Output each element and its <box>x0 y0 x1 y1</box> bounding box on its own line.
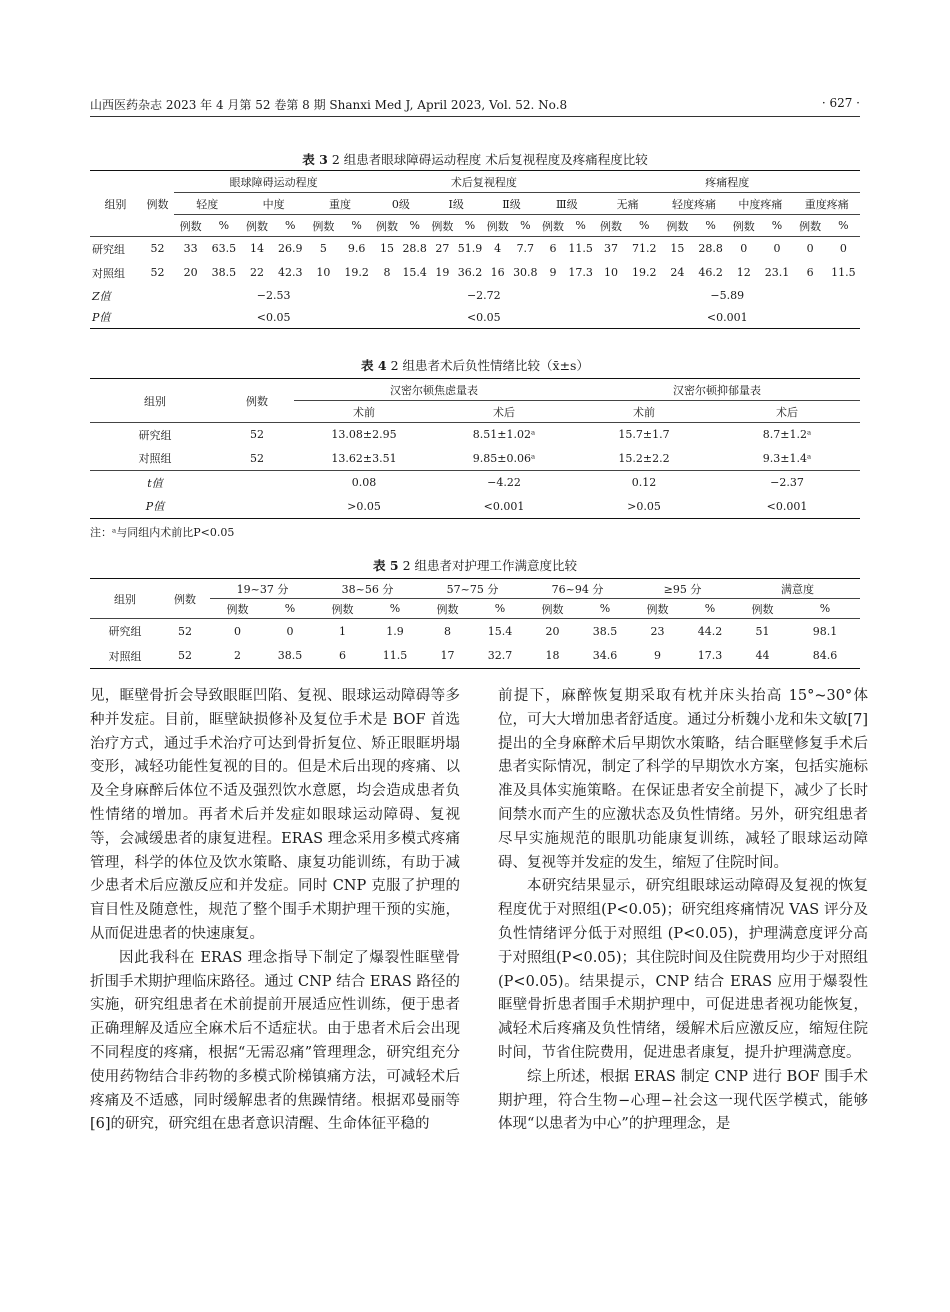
t3-cell: 14 <box>240 237 273 261</box>
t3-cell: 15 <box>661 237 694 261</box>
table-row <box>90 285 860 307</box>
t3-cell: 9.6 <box>340 237 373 261</box>
table5-caption <box>90 556 860 574</box>
t3-n-header: 例数 <box>600 219 623 233</box>
running-header <box>90 96 860 117</box>
t4-cell: <0.001 <box>766 499 808 513</box>
t4-row-group: 对照组 <box>138 452 172 466</box>
t3-subcol-header: 0级 <box>373 193 428 215</box>
t5-cell: 44.2 <box>685 619 735 644</box>
t4-cell: >0.05 <box>347 499 381 513</box>
t5-cell: 23 <box>630 619 685 644</box>
t5-n-header: 例数 <box>646 602 669 616</box>
t3-pct-header: % <box>285 219 296 232</box>
t3-cell: 22 <box>250 266 265 279</box>
t3-n-header: 例数 <box>541 219 564 233</box>
body-column-left <box>90 685 460 1137</box>
t3-subcol-header: Ⅰ级 <box>429 193 484 215</box>
t3-p-label: P值 <box>92 311 111 325</box>
t4-cell: 13.62±3.51 <box>331 451 397 465</box>
t3-subcol-header: 无痛 <box>594 193 660 215</box>
t3-cell: 11.5 <box>567 237 595 261</box>
table4-note: 注：ᵃ与同组内术前比P<0.05 <box>90 526 235 539</box>
t4-cell: 8.7±1.2ᵃ <box>714 423 860 447</box>
table3-caption <box>90 150 860 168</box>
t5-row-group: 对照组 <box>108 649 142 663</box>
t3-section-header: 眼球障碍运动程度 <box>174 171 373 193</box>
t3-z-label: Z值 <box>92 289 111 303</box>
t5-range-header: 19~37 分 <box>210 579 315 599</box>
t3-z-value: −2.53 <box>256 289 291 302</box>
t4-cell: 9.85±0.06ᵃ <box>472 451 536 465</box>
t5-count-header: 例数 <box>174 592 196 606</box>
t3-cell: 20 <box>183 266 198 279</box>
journal-info: 山西医药杂志 2023 年 4 月第 52 卷第 8 期 Shanxi Med J, April 2023, Vol. 52. No.8 <box>90 98 568 112</box>
t3-p-value: <0.001 <box>706 310 748 324</box>
t5-cell: 51 <box>735 619 790 644</box>
t5-cell: 1 <box>315 619 370 644</box>
body-column-right <box>498 685 868 1137</box>
paragraph: 综上所述，根据 ERAS 制定 CNP 进行 BOF 围手术期护理，符合生物−心理−社会这一现代医学模式，能够体现“以患者为中心”的护理理念，是 <box>498 1068 868 1133</box>
t3-pct-header: % <box>218 219 230 232</box>
table-row <box>90 644 860 669</box>
t3-cell: 15 <box>373 237 401 261</box>
t3-cell: 28.8 <box>694 237 727 261</box>
page-number: · 627 · <box>821 96 860 110</box>
t5-pct-header: % <box>494 602 506 615</box>
t3-z-value: −2.72 <box>466 289 501 302</box>
t3-n-header: 例数 <box>732 219 755 233</box>
t3-pct-header: % <box>575 219 586 232</box>
t5-cell: 15.4 <box>475 619 525 644</box>
t3-cell: 6 <box>806 266 814 279</box>
t3-cell: 42.3 <box>277 266 303 279</box>
t5-cell: 98.1 <box>790 619 860 644</box>
t3-cell: 5 <box>307 237 340 261</box>
t4-row-count: 52 <box>220 423 294 447</box>
t5-n-header: 例数 <box>331 602 354 616</box>
t3-subcol-header: Ⅱ级 <box>484 193 539 215</box>
t4-subcol-header: 术后 <box>776 405 798 419</box>
t4-cell: <0.001 <box>483 499 525 513</box>
t3-pct-header: % <box>705 219 716 232</box>
t4-cell: 15.2±2.2 <box>618 451 670 465</box>
t3-pct-header: % <box>771 219 783 232</box>
t5-cell: 8 <box>420 619 475 644</box>
t3-pct-header: % <box>409 219 420 232</box>
table5-label: 表 5 <box>373 558 399 573</box>
t3-pct-header: % <box>464 219 476 232</box>
t3-cell: 27 <box>429 237 457 261</box>
t5-cell: 38.5 <box>580 619 630 644</box>
t3-n-header: 例数 <box>799 219 822 233</box>
t3-p-value: <0.05 <box>466 310 501 324</box>
t4-cell: 8.51±1.02ᵃ <box>434 423 574 447</box>
t3-section-header: 术后复视程度 <box>373 171 594 193</box>
t3-cell: 71.2 <box>628 237 661 261</box>
table-row <box>90 495 860 519</box>
t4-cell: 13.08±2.95 <box>294 423 434 447</box>
t3-section-header: 疼痛程度 <box>594 171 860 193</box>
t4-count-header: 例数 <box>246 394 268 408</box>
t3-cell: 4 <box>484 237 512 261</box>
table-row <box>90 307 860 329</box>
table4 <box>90 378 860 519</box>
t3-cell: 11.5 <box>831 266 856 279</box>
t5-cell: 1.9 <box>370 619 420 644</box>
paragraph: 本研究结果显示，研究组眼球运动障碍及复视的恢复程度优于对照组(P<0.05)；研究组疼痛情况 VAS 评分及负性情绪评分低于对照组 (P<0.05)，护理满意度评分高于对照组(P<0.05)；其住院时间及住院费用均少于对照组(P<0.05)。结果提示，CNP 结合 ERAS 应用于爆裂性眶壁骨折患者围手术期护理中，可促进患者视功能恢复，减轻术后疼痛及负性情绪，缓解术后应激反应，缩短住院时间，节省住院费用，促进患者康复，提升护理满意度。 <box>498 878 869 1061</box>
t4-cell: −4.22 <box>434 471 574 495</box>
t4-row-count <box>220 471 294 495</box>
t3-cell: 19 <box>435 266 450 279</box>
t3-group-header: 组别 <box>104 197 127 211</box>
table5 <box>90 578 860 669</box>
t5-cell: 6 <box>339 649 346 663</box>
t4-cell: >0.05 <box>627 499 661 513</box>
table4-label: 表 4 <box>361 358 387 373</box>
t5-n-header: 例数 <box>751 602 774 616</box>
table3-label: 表 3 <box>302 152 328 167</box>
t3-n-header: 例数 <box>486 219 509 233</box>
t4-row-group: t值 <box>90 471 220 495</box>
t3-cell: 10 <box>316 266 331 279</box>
empty-cell <box>141 307 174 329</box>
t3-z-value: −5.89 <box>710 289 745 302</box>
t3-pct-header: % <box>351 219 362 232</box>
t3-cell: 0 <box>727 237 760 261</box>
t3-cell: 23.1 <box>764 266 790 279</box>
t5-cell: 11.5 <box>382 649 408 663</box>
t3-row-count: 52 <box>141 237 174 261</box>
t4-scale-header: 汉密尔顿抑郁量表 <box>574 379 860 401</box>
t4-row-count <box>220 495 294 519</box>
t5-cell: 20 <box>525 619 580 644</box>
t4-subcol-header: 术后 <box>493 405 515 419</box>
t3-cell: 19.2 <box>344 266 369 279</box>
t5-cell: 44 <box>755 649 770 663</box>
table-row <box>90 447 860 471</box>
t3-cell: 12 <box>736 266 751 279</box>
t3-cell: 26.9 <box>274 237 307 261</box>
t5-range-header: 76~94 分 <box>525 579 630 599</box>
t5-pct-header: % <box>389 602 401 615</box>
t5-range-header: 38~56 分 <box>315 579 420 599</box>
t5-cell: 84.6 <box>812 649 838 663</box>
t3-cell: 16 <box>490 266 505 279</box>
t3-subcol-header: 轻度 <box>174 193 240 215</box>
t3-subcol-header: 轻度疼痛 <box>661 193 727 215</box>
t3-row-count: 52 <box>150 266 165 279</box>
table-row <box>90 237 860 261</box>
t3-cell: 10 <box>604 266 619 279</box>
t5-group-header: 组别 <box>114 592 136 606</box>
t3-cell: 15.4 <box>402 266 427 279</box>
t3-cell: 0 <box>794 237 827 261</box>
t3-pct-header: % <box>639 219 650 232</box>
t5-n-header: 例数 <box>541 602 564 616</box>
t3-n-header: 例数 <box>312 219 335 233</box>
table3 <box>90 170 860 329</box>
t4-cell: 0.12 <box>574 471 714 495</box>
t3-p-value: <0.05 <box>256 310 291 324</box>
t4-cell: 9.3±1.4ᵃ <box>762 451 812 465</box>
t3-n-header: 例数 <box>246 219 269 233</box>
t5-row-count: 52 <box>178 649 192 663</box>
paragraph: 见，眶壁骨折会导致眼眶凹陷、复视、眼球运动障碍等多种并发症。目前，眶壁缺损修补及复位手术是 BOF 首选治疗方式，通过手术治疗可达到骨折复位、矫正眼眶坍塌变形，减轻功能性复视的目的。但是术后出现的疼痛、以及全身麻醉后体位不适及强烈饮水意愿，均会造成患者负性情绪的增加。再者术后并发症如眼球运动障碍、复视等，会减缓患者的康复进程。ERAS 理念采用多模式疼痛管理，科学的体位及饮水策略、康复功能训练，有助于减少患者术后应激反应和并发症。同时 CNP 克服了护理的盲目性及随意性，规范了整个围手术期护理干预的实施，从而促进患者的快速康复。 <box>90 688 460 942</box>
t4-cell: 0.08 <box>294 471 434 495</box>
t4-cell: 15.7±1.7 <box>574 423 714 447</box>
t5-pct-header: % <box>704 602 716 615</box>
t5-pct-header: % <box>284 602 296 615</box>
table5-title: 2 组患者对护理工作满意度比较 <box>402 558 577 573</box>
t5-cell: 34.6 <box>592 649 618 663</box>
t4-row-group: 研究组 <box>90 423 220 447</box>
t3-subcol-header: 中度 <box>240 193 306 215</box>
t3-cell: 17.3 <box>568 266 593 279</box>
table4-title: 2 组患者术后负性情绪比较（x̄±s） <box>390 358 589 373</box>
table-row <box>90 471 860 495</box>
t3-cell: 28.8 <box>401 237 429 261</box>
t5-cell: 18 <box>545 649 560 663</box>
t4-subcol-header: 术前 <box>353 405 375 419</box>
t4-scale-header: 汉密尔顿焦虑量表 <box>294 379 574 401</box>
t3-cell: 8 <box>383 266 391 279</box>
t5-cell: 2 <box>234 649 241 663</box>
t5-cell: 38.5 <box>277 649 303 663</box>
table4-caption <box>90 356 860 374</box>
empty-cell <box>141 285 174 307</box>
paragraph: 因此我科在 ERAS 理念指导下制定了爆裂性眶壁骨折围手术期护理临床路径。通过 CNP 结合 ERAS 路径的实施，研究组患者在术前提前开展适应性训练，便于患者正确理解及适应全麻术后不适症状。由于患者术后会出现不同程度的疼痛，根据“无需忍痛”管理理念，研究组充分使用药物结合非药物的多模式阶梯镇痛方法，可减轻术后疼痛及不适感，同时缓解患者的焦躁情绪。根据邓曼丽等[6]的研究，研究组在患者意识清醒、生命体征平稳的 <box>90 949 460 1133</box>
t3-cell: 46.2 <box>698 266 723 279</box>
t4-subcol-header: 术前 <box>633 405 655 419</box>
table-row <box>90 423 860 447</box>
t3-cell: 63.5 <box>207 237 240 261</box>
t5-row-group: 研究组 <box>90 619 160 644</box>
t4-row-count: 52 <box>250 451 264 465</box>
t3-cell: 24 <box>670 266 685 279</box>
t5-pct-header: % <box>599 602 611 615</box>
t3-pct-header: % <box>520 219 531 232</box>
t5-range-header: ≥95 分 <box>630 579 735 599</box>
t5-n-header: 例数 <box>436 602 459 616</box>
t3-subcol-header: 重度 <box>307 193 373 215</box>
t3-row-group: 对照组 <box>92 266 125 280</box>
t3-cell: 0 <box>827 237 860 261</box>
t5-range-header: 满意度 <box>735 579 860 599</box>
t5-pct-header: % <box>819 602 831 615</box>
t3-pct-header: % <box>838 219 849 232</box>
t3-subcol-header: Ⅲ级 <box>539 193 594 215</box>
t4-row-group: P值 <box>145 500 165 514</box>
t3-subcol-header: 重度疼痛 <box>794 193 860 215</box>
t4-cell: −2.37 <box>714 471 860 495</box>
t3-cell: 36.2 <box>457 266 483 279</box>
t3-cell: 19.2 <box>631 266 657 279</box>
t4-group-header: 组别 <box>144 394 166 408</box>
t5-range-header: 57~75 分 <box>420 579 525 599</box>
t3-n-header: 例数 <box>431 219 454 233</box>
t3-cell: 37 <box>594 237 627 261</box>
t5-cell: 17.3 <box>697 649 723 663</box>
t5-cell: 9 <box>654 649 661 663</box>
t5-cell: 17 <box>440 649 455 663</box>
t3-cell: 9 <box>549 266 557 279</box>
t5-cell: 0 <box>210 619 265 644</box>
t3-cell: 38.5 <box>211 266 237 279</box>
t3-count-header: 例数 <box>146 197 169 211</box>
t3-subcol-header: 中度疼痛 <box>727 193 793 215</box>
t3-cell: 30.8 <box>513 266 538 279</box>
t3-cell: 0 <box>760 237 793 261</box>
t3-n-header: 例数 <box>666 219 689 233</box>
t5-cell: 32.7 <box>487 649 513 663</box>
t3-cell: 51.9 <box>456 237 484 261</box>
paragraph: 前提下，麻醉恢复期采取有枕并床头抬高 15°~30°体位，可大大增加患者舒适度。通过分析魏小龙和朱文敏[7]提出的全身麻醉术后早期饮水策略，结合眶壁修复手术后患者实际情况，制定了科学的早期饮水方案，包括实施标准及具体实施策略。在保证患者安全前提下，减少了长时间禁水而产生的应激状态及负性情绪。另外，研究组患者尽早实施规范的眼肌功能康复训练，减轻了眼球运动障碍、复视等并发症的发生，缩短了住院时间。 <box>498 688 868 871</box>
t3-cell: 7.7 <box>511 237 539 261</box>
t5-cell: 0 <box>265 619 315 644</box>
t3-cell: 6 <box>539 237 567 261</box>
t3-cell: 33 <box>174 237 207 261</box>
t5-n-header: 例数 <box>226 602 249 616</box>
t3-n-header: 例数 <box>376 219 399 233</box>
t5-row-count: 52 <box>160 619 210 644</box>
t3-n-header: 例数 <box>179 219 202 233</box>
table-row <box>90 261 860 285</box>
t3-row-group: 研究组 <box>90 237 141 261</box>
table3-title: 2 组患者眼球障碍运动程度 术后复视程度及疼痛程度比较 <box>331 152 648 167</box>
table-row <box>90 619 860 644</box>
